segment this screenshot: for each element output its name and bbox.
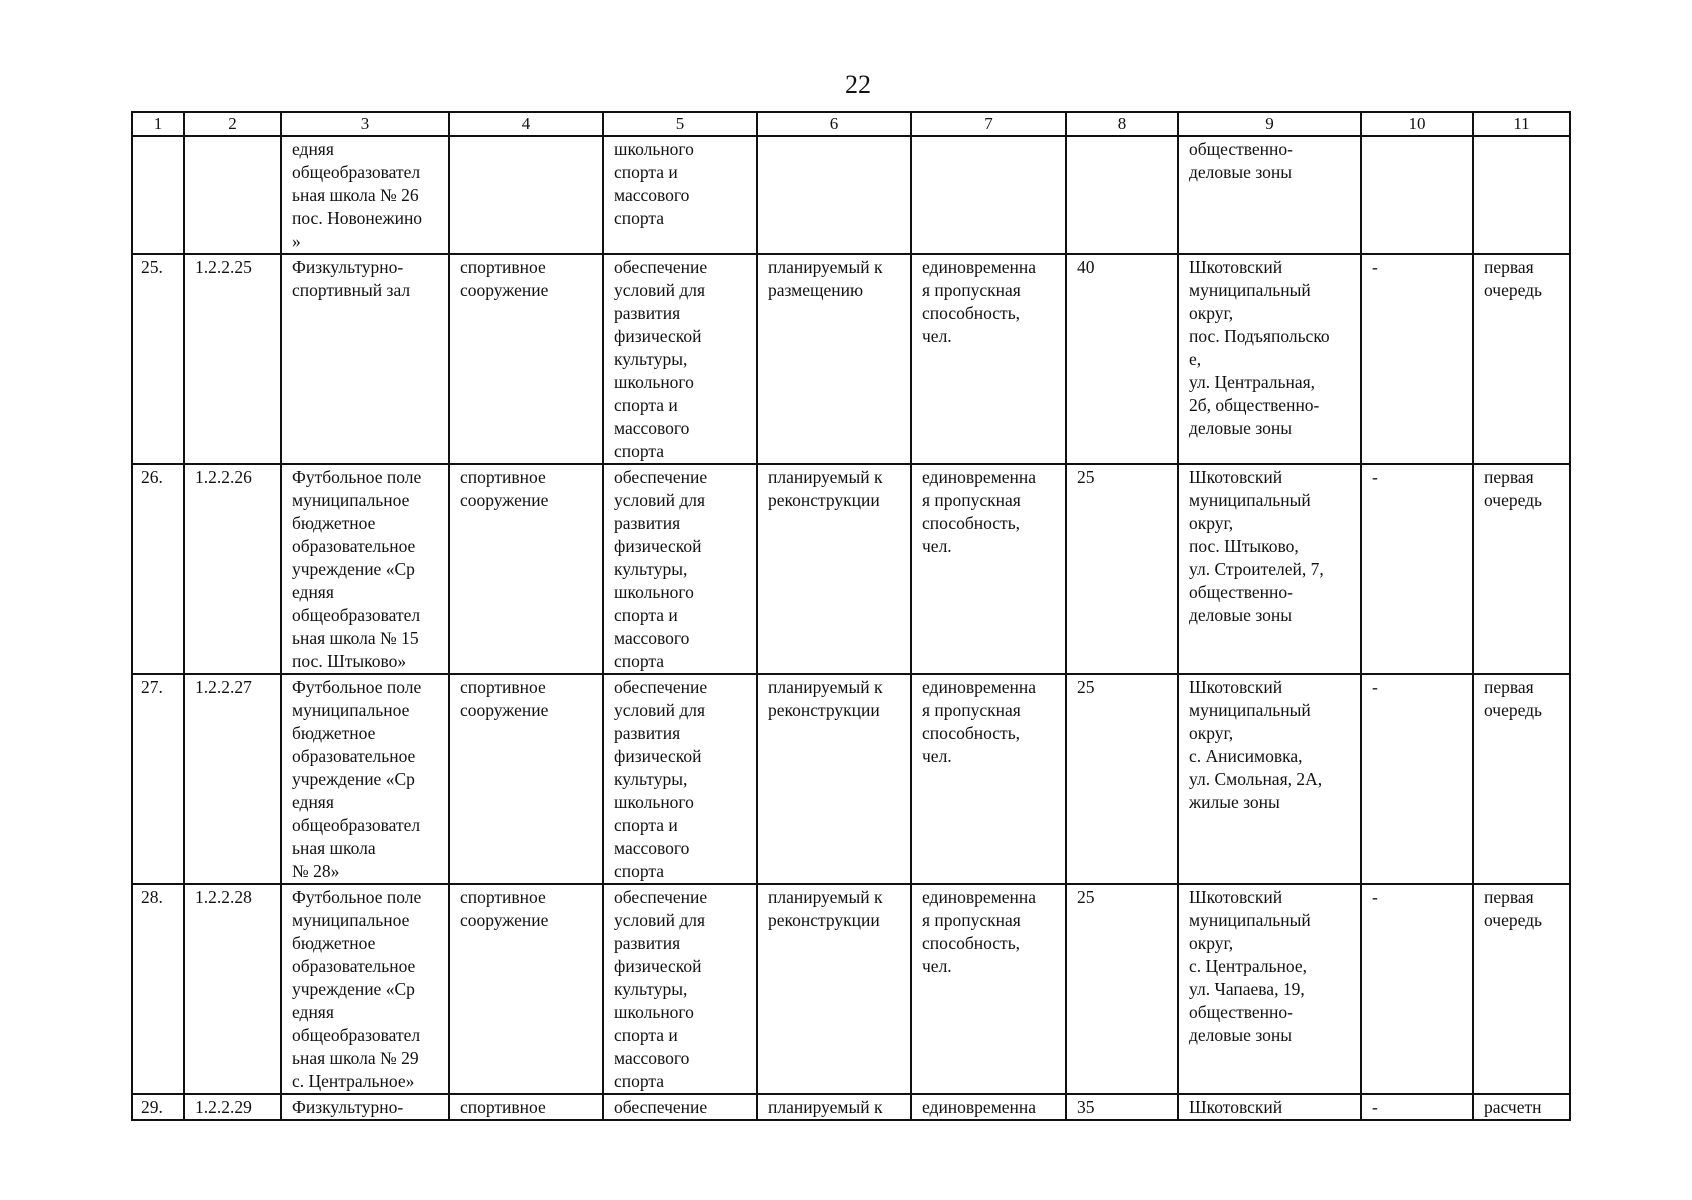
object-name: Физкультурно- спортивный зал xyxy=(281,254,449,464)
object-value: 25 xyxy=(1066,674,1178,884)
object-status: планируемый к размещению xyxy=(757,254,911,464)
object-location: Шкотовский xyxy=(1178,1094,1361,1120)
column-10-value: - xyxy=(1361,1094,1473,1120)
table-row xyxy=(132,884,1570,1094)
object-value: 40 xyxy=(1066,254,1178,464)
object-name: Физкультурно- xyxy=(281,1094,449,1120)
object-type: спортивное сооружение xyxy=(449,464,603,674)
object-location: Шкотовский муниципальный округ, пос. Подъяпольско е, ул. Центральная, 2б, общественно- деловые зоны xyxy=(1178,254,1361,464)
column-10-value: - xyxy=(1361,464,1473,674)
object-location: Шкотовский муниципальный округ, с. Центральное, ул. Чапаева, 19, общественно- деловые зоны xyxy=(1178,884,1361,1094)
column-number: 9 xyxy=(1178,112,1361,136)
object-purpose: обеспечение условий для развития физической культуры, школьного спорта и массового спорта xyxy=(603,254,757,464)
object-type xyxy=(449,136,603,254)
object-purpose: школьного спорта и массового спорта xyxy=(603,136,757,254)
object-location: общественно- деловые зоны xyxy=(1178,136,1361,254)
column-10-value: - xyxy=(1361,884,1473,1094)
object-code: 1.2.2.28 xyxy=(184,884,281,1094)
implementation-stage: первая очередь xyxy=(1473,464,1570,674)
object-name: Футбольное поле муниципальное бюджетное образовательное учреждение «Ср едняя общеобразовател ьная школа № 28» xyxy=(281,674,449,884)
table-row xyxy=(132,136,1570,254)
object-parameter: единовременна xyxy=(911,1094,1066,1120)
object-code xyxy=(184,136,281,254)
column-number: 11 xyxy=(1473,112,1570,136)
object-type: спортивное сооружение xyxy=(449,254,603,464)
object-value: 25 xyxy=(1066,464,1178,674)
object-type: спортивное сооружение xyxy=(449,884,603,1094)
object-status: планируемый к реконструкции xyxy=(757,464,911,674)
object-parameter: единовременна я пропускная способность, чел. xyxy=(911,254,1066,464)
implementation-stage xyxy=(1473,136,1570,254)
objects-table xyxy=(131,111,1571,1121)
column-number: 4 xyxy=(449,112,603,136)
column-number: 6 xyxy=(757,112,911,136)
implementation-stage: первая очередь xyxy=(1473,254,1570,464)
object-status xyxy=(757,136,911,254)
column-number: 3 xyxy=(281,112,449,136)
table-row xyxy=(132,1094,1570,1120)
object-code: 1.2.2.27 xyxy=(184,674,281,884)
column-number: 1 xyxy=(132,112,184,136)
implementation-stage: первая очередь xyxy=(1473,884,1570,1094)
object-purpose: обеспечение условий для развития физической культуры, школьного спорта и массового спорта xyxy=(603,884,757,1094)
row-number: 25. xyxy=(132,254,184,464)
column-10-value xyxy=(1361,136,1473,254)
object-code: 1.2.2.26 xyxy=(184,464,281,674)
column-10-value: - xyxy=(1361,674,1473,884)
column-number: 8 xyxy=(1066,112,1178,136)
object-parameter: единовременна я пропускная способность, чел. xyxy=(911,464,1066,674)
object-code: 1.2.2.29 xyxy=(184,1094,281,1120)
object-type: спортивное сооружение xyxy=(449,674,603,884)
column-number: 7 xyxy=(911,112,1066,136)
object-purpose: обеспечение условий для развития физической культуры, школьного спорта и массового спорта xyxy=(603,674,757,884)
object-value xyxy=(1066,136,1178,254)
object-value: 25 xyxy=(1066,884,1178,1094)
row-number: 26. xyxy=(132,464,184,674)
page-number: 22 xyxy=(845,70,871,99)
object-name: Футбольное поле муниципальное бюджетное образовательное учреждение «Ср едняя общеобразовател ьная школа № 15 пос. Штыково» xyxy=(281,464,449,674)
row-number: 28. xyxy=(132,884,184,1094)
column-10-value: - xyxy=(1361,254,1473,464)
object-value: 35 xyxy=(1066,1094,1178,1120)
object-status: планируемый к реконструкции xyxy=(757,674,911,884)
object-parameter: единовременна я пропускная способность, чел. xyxy=(911,884,1066,1094)
object-purpose: обеспечение xyxy=(603,1094,757,1120)
object-purpose: обеспечение условий для развития физической культуры, школьного спорта и массового спорта xyxy=(603,464,757,674)
object-code: 1.2.2.25 xyxy=(184,254,281,464)
object-location: Шкотовский муниципальный округ, пос. Штыково, ул. Строителей, 7, общественно- деловые зоны xyxy=(1178,464,1361,674)
table-row xyxy=(132,464,1570,674)
object-name: Футбольное поле муниципальное бюджетное образовательное учреждение «Ср едняя общеобразовател ьная школа № 29 с. Центральное» xyxy=(281,884,449,1094)
object-parameter xyxy=(911,136,1066,254)
column-number: 2 xyxy=(184,112,281,136)
column-number: 10 xyxy=(1361,112,1473,136)
implementation-stage: первая очередь xyxy=(1473,674,1570,884)
row-number: 27. xyxy=(132,674,184,884)
table-row xyxy=(132,674,1570,884)
object-name: едняя общеобразовател ьная школа № 26 пос. Новонежино » xyxy=(281,136,449,254)
column-number: 5 xyxy=(603,112,757,136)
object-parameter: единовременна я пропускная способность, чел. xyxy=(911,674,1066,884)
object-status: планируемый к xyxy=(757,1094,911,1120)
row-number: 29. xyxy=(132,1094,184,1120)
table-row xyxy=(132,254,1570,464)
column-number-row xyxy=(132,112,1570,136)
object-status: планируемый к реконструкции xyxy=(757,884,911,1094)
implementation-stage: расчетн xyxy=(1473,1094,1570,1120)
object-type: спортивное xyxy=(449,1094,603,1120)
object-location: Шкотовский муниципальный округ, с. Анисимовка, ул. Смольная, 2А, жилые зоны xyxy=(1178,674,1361,884)
row-number xyxy=(132,136,184,254)
